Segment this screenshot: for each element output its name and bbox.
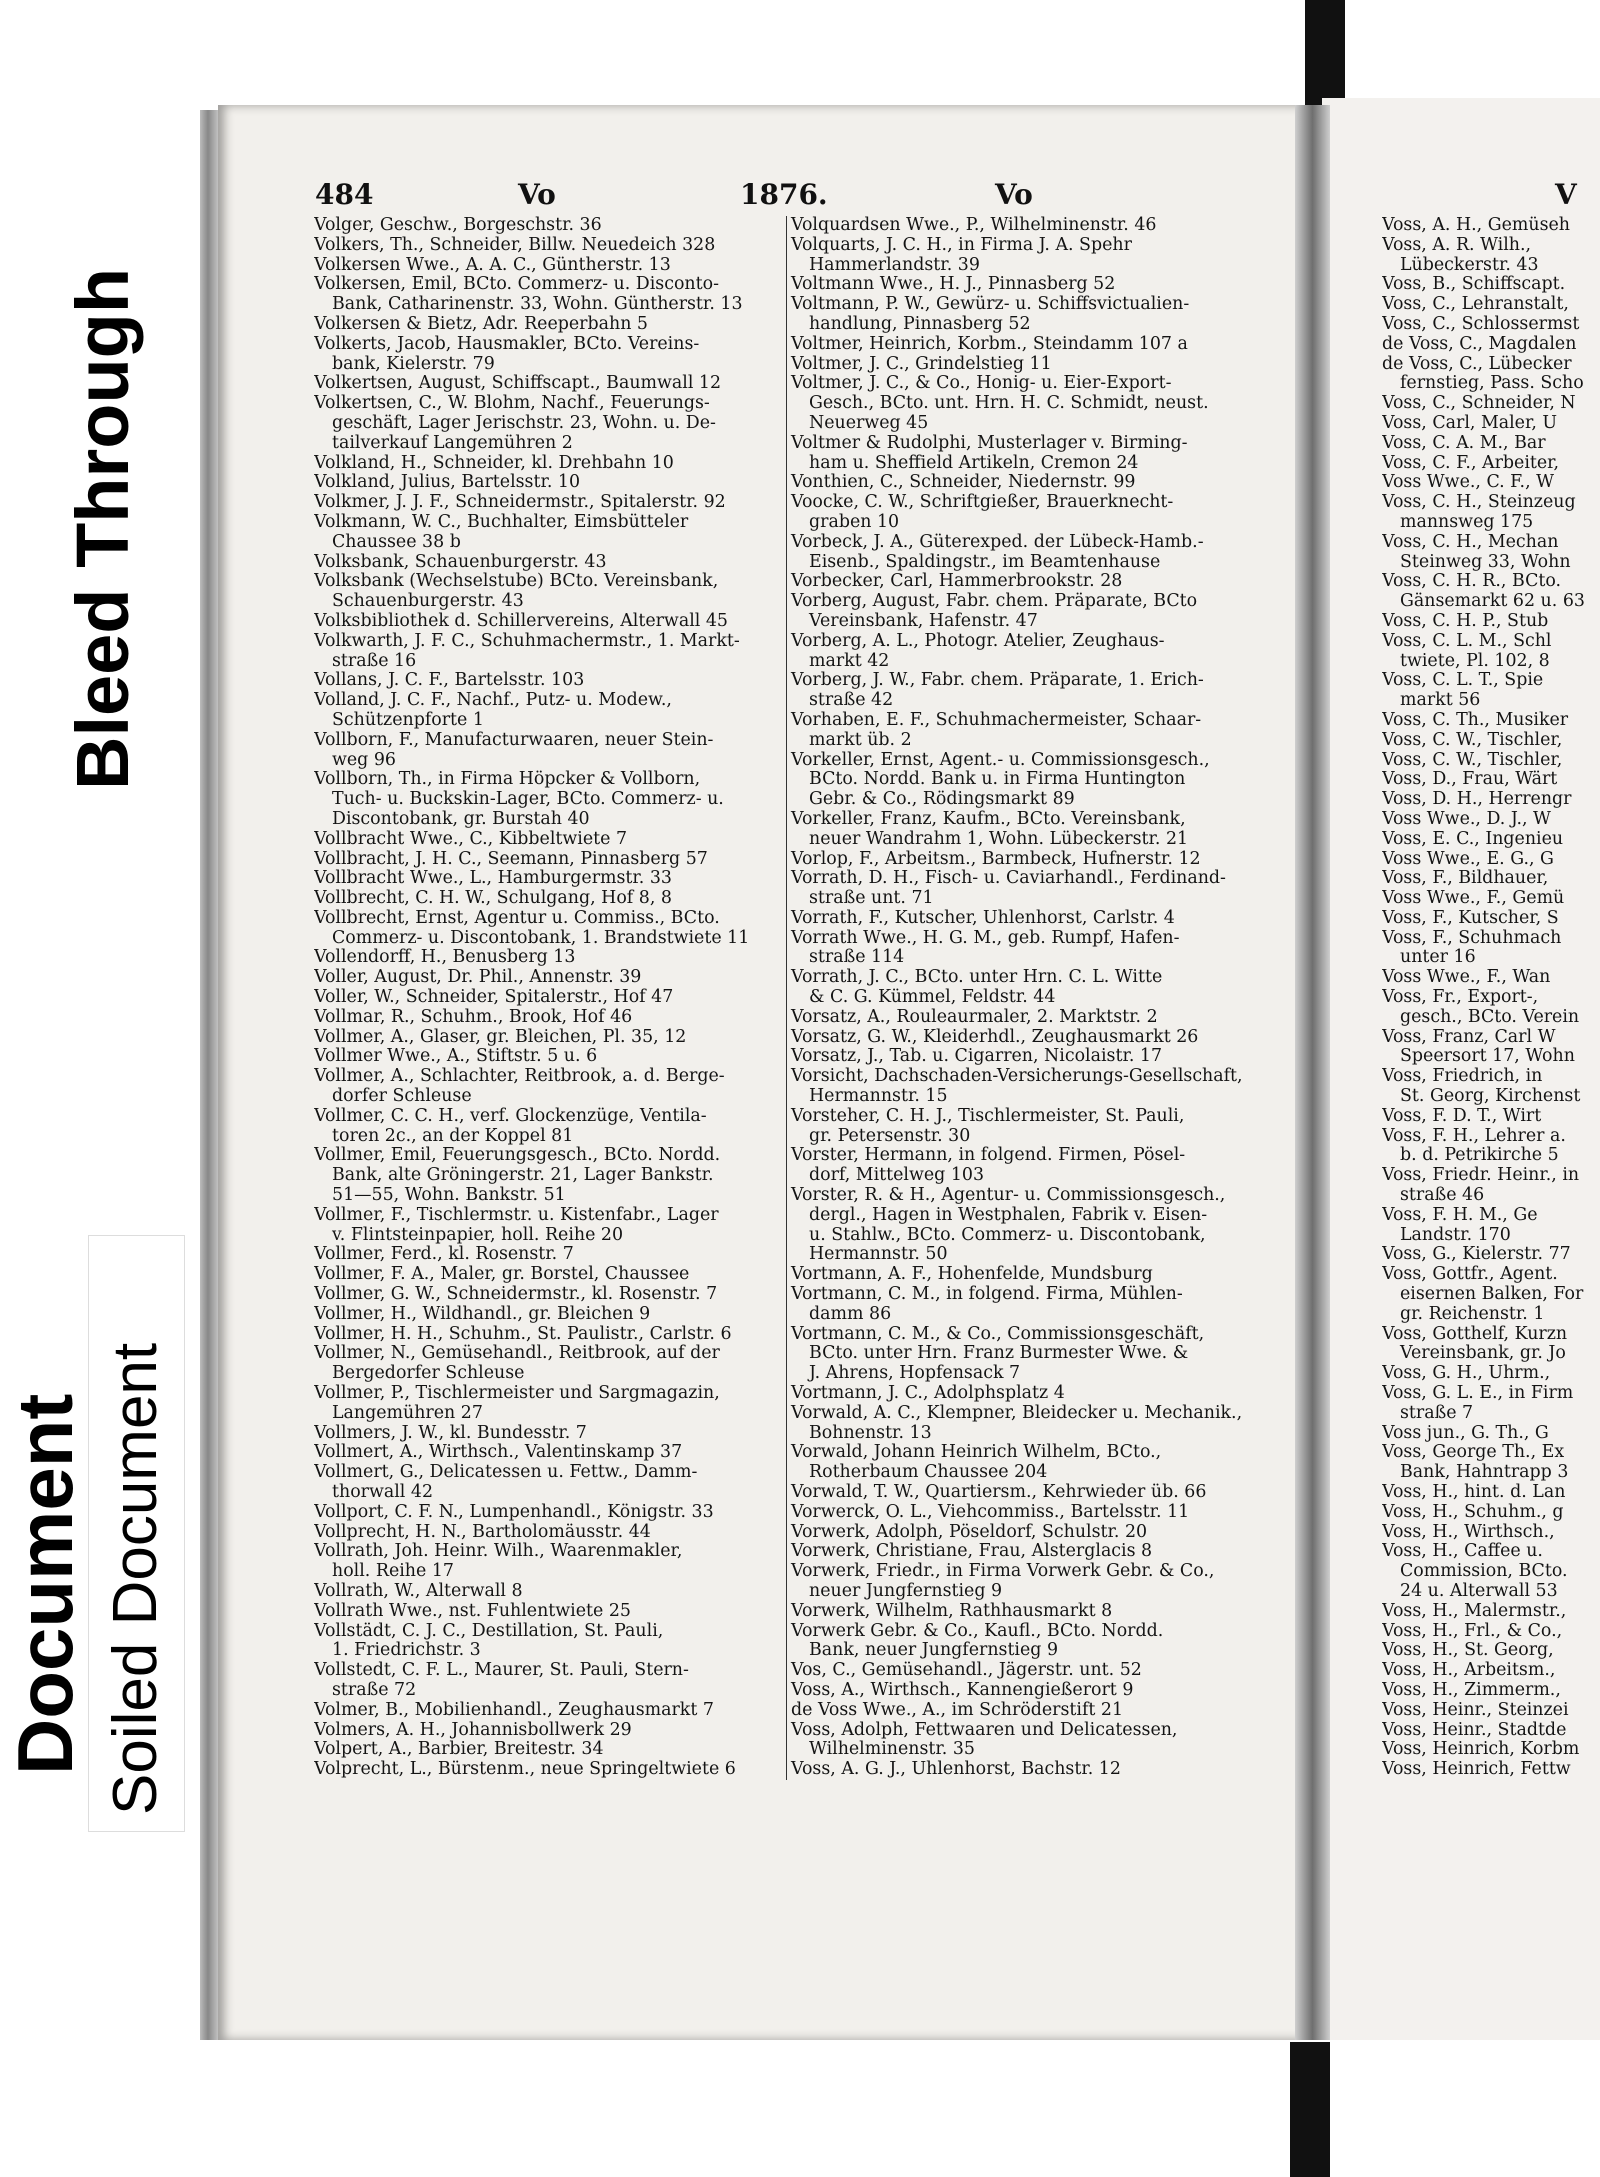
directory-entry-line: Vollbracht Wwe., C., Kibbeltwiete 7 bbox=[314, 828, 628, 849]
directory-entry-line: Voltmann Wwe., H. J., Pinnasberg 52 bbox=[791, 274, 1116, 295]
directory-entry-line: Vollport, C. F. N., Lumpenhandl., Königstr. 33 bbox=[314, 1501, 714, 1522]
directory-entry-line: Voss Wwe., D. J., W bbox=[1382, 808, 1551, 829]
directory-entry-line: markt 42 bbox=[809, 650, 890, 671]
directory-entry-line: Vollmar, R., Schuhm., Brook, Hof 46 bbox=[314, 1006, 633, 1027]
directory-entry-line: Volkertsen, C., W. Blohm, Nachf., Feuerungs- bbox=[314, 393, 710, 414]
directory-entry-line: Voss, E. C., Ingenieu bbox=[1382, 828, 1564, 849]
directory-entry-line: Volkersen, Emil, BCto. Commerz- u. Disconto- bbox=[314, 274, 719, 295]
directory-entry-line: Vorberg, A. L., Photogr. Atelier, Zeughaus- bbox=[791, 630, 1165, 651]
directory-entry-line: de Voss, C., Lübecker bbox=[1382, 353, 1572, 374]
directory-entry-line: Voss, G. L. E., in Firm bbox=[1382, 1383, 1574, 1404]
directory-entry-line: de Voss Wwe., A., im Schröderstift 21 bbox=[791, 1699, 1124, 1720]
directory-entry-line: Vorwerk, Friedr., in Firma Vorwerk Gebr. & Co., bbox=[791, 1561, 1215, 1582]
directory-entry-line: Voss, C. L. T., Spie bbox=[1382, 670, 1544, 691]
directory-entry-line: Voss Wwe., C. F., W bbox=[1382, 472, 1555, 493]
directory-entry-line: Voss, C. A. M., Bar bbox=[1382, 432, 1546, 453]
directory-entry-line: Volkersen & Bietz, Adr. Reeperbahn 5 bbox=[314, 313, 648, 334]
directory-entry-line: gesch., BCto. Verein bbox=[1400, 1006, 1580, 1027]
directory-entry-line: Gänsemarkt 62 u. 63 bbox=[1400, 591, 1585, 612]
directory-entry-line: Volkmann, W. C., Buchhalter, Eimsbütteler bbox=[314, 511, 689, 532]
directory-entry-line: Voltmer, Heinrich, Korbm., Steindamm 107 a bbox=[791, 333, 1188, 354]
directory-entry-line: Voss, A. H., Gemüseh bbox=[1382, 216, 1570, 235]
page-number: 484 bbox=[315, 178, 374, 211]
directory-entry-line: Voss, G. H., Uhrm., bbox=[1382, 1363, 1551, 1384]
directory-entry-line: 1. Friedrichstr. 3 bbox=[332, 1640, 481, 1661]
directory-entry-line: Volkland, H., Schneider, kl. Drehbahn 10 bbox=[314, 452, 674, 473]
directory-entry-line: graben 10 bbox=[809, 511, 900, 532]
directory-entry-line: Vollrath Wwe., nst. Fuhlentwiete 25 bbox=[314, 1600, 631, 1621]
directory-entry-line: dergl., Hagen in Westphalen, Fabrik v. Eisen- bbox=[809, 1204, 1208, 1225]
directory-entry-line: Voss, Friedrich, in bbox=[1382, 1066, 1543, 1087]
directory-entry-line: Eisenb., Spaldingstr., im Beamtenhause bbox=[809, 551, 1161, 572]
directory-entry-line: Vorbecker, Carl, Hammerbrookstr. 28 bbox=[791, 571, 1123, 592]
directory-entry-line: Voss, C. H., Steinzeug bbox=[1382, 492, 1576, 513]
directory-entry-line: Voss, H., Wirthsch., bbox=[1382, 1521, 1555, 1542]
directory-entry-line: Vorrath, F., Kutscher, Uhlenhorst, Carlstr. 4 bbox=[791, 907, 1175, 928]
directory-entry-line: Voss, George Th., Ex bbox=[1382, 1442, 1565, 1463]
directory-entry-line: Vonthien, C., Schneider, Niedernstr. 99 bbox=[791, 472, 1136, 493]
directory-entry-line: Voss, C., Schlossermst bbox=[1382, 313, 1580, 334]
directory-entry-line: Voss, F. H., Lehrer a. bbox=[1382, 1125, 1566, 1146]
directory-entry-line: Vollmer, H. H., Schuhm., St. Paulistr., Carlstr. 6 bbox=[314, 1323, 732, 1344]
directory-entry-line: gr. Reichenstr. 1 bbox=[1400, 1303, 1545, 1324]
directory-entry-line: Voss Wwe., E. G., G bbox=[1382, 848, 1554, 869]
directory-entry-line: Vorkeller, Ernst, Agent.- u. Commissionsgesch., bbox=[791, 749, 1210, 770]
directory-entry-line: Voss, H., Frl., & Co., bbox=[1382, 1620, 1563, 1641]
directory-entry-line: Vorrath, D. H., Fisch- u. Caviarhandl., Ferdinand- bbox=[791, 868, 1226, 889]
directory-entry-line: straße 16 bbox=[332, 650, 417, 671]
directory-entry-line: dorfer Schleuse bbox=[332, 1086, 472, 1107]
directory-entry-line: Voss, F., Schuhmach bbox=[1382, 927, 1562, 948]
directory-entry-line: markt 56 bbox=[1400, 690, 1481, 711]
directory-entry-line: Vorsatz, J., Tab. u. Cigarren, Nicolaistr. 17 bbox=[791, 1046, 1163, 1067]
directory-entry-line: Vollmer, Emil, Feuerungsgesch., BCto. Nordd. bbox=[314, 1145, 721, 1166]
directory-entry-line: Voss, C. H., Mechan bbox=[1382, 531, 1559, 552]
directory-entry-line: 24 u. Alterwall 53 bbox=[1400, 1580, 1558, 1601]
bleed-through-label: Bleed Through bbox=[61, 267, 144, 790]
directory-entry-line: Vorrath Wwe., H. G. M., geb. Rumpf, Hafen- bbox=[791, 927, 1180, 948]
directory-entry-line: Vorlop, F., Arbeitsm., Barmbeck, Hufnerstr. 12 bbox=[791, 848, 1201, 869]
directory-entry-line: Volkwarth, J. F. C., Schuhmachermstr., 1. Markt- bbox=[314, 630, 740, 651]
book-gutter bbox=[1295, 105, 1330, 2040]
binding-edge-bottom bbox=[1290, 2042, 1330, 2177]
book-page-edges bbox=[200, 110, 220, 2040]
directory-entry-line: Bank, Hahntrapp 3 bbox=[1400, 1462, 1569, 1483]
directory-entry-line: de Voss, C., Magdalen bbox=[1382, 333, 1577, 354]
directory-entry-line: Wilhelminenstr. 35 bbox=[809, 1739, 975, 1760]
directory-entry-line: dorf, Mittelweg 103 bbox=[809, 1165, 985, 1186]
directory-entry-line: Vos, C., Gemüsehandl., Jägerstr. unt. 52 bbox=[791, 1660, 1142, 1681]
directory-entry-line: Vortmann, C. M., in folgend. Firma, Mühlen- bbox=[791, 1284, 1183, 1305]
directory-entry-line: Speersort 17, Wohn bbox=[1400, 1046, 1575, 1067]
directory-entry-line: Gebr. & Co., Rödingsmarkt 89 bbox=[809, 789, 1075, 810]
directory-entry-line: Vollendorff, H., Benusberg 13 bbox=[314, 947, 576, 968]
directory-entry-line: Voss, Heinr., Stadtde bbox=[1382, 1719, 1567, 1740]
directory-entry-line: Voss, Heinrich, Fettw bbox=[1382, 1759, 1571, 1780]
directory-entry-line: Lübeckerstr. 43 bbox=[1400, 254, 1539, 275]
directory-entry-line: Vorwerck, O. L., Viehcommiss., Bartelsstr. 11 bbox=[791, 1501, 1190, 1522]
directory-entry-line: Voller, August, Dr. Phil., Annenstr. 39 bbox=[314, 967, 642, 988]
directory-entry-line: weg 96 bbox=[332, 749, 396, 770]
directory-entry-line: Vollmer, A., Glaser, gr. Bleichen, Pl. 35, 12 bbox=[314, 1026, 687, 1047]
directory-entry-line: straße 72 bbox=[332, 1679, 417, 1700]
directory-entry-line: Vollmer, N., Gemüsehandl., Reitbrook, auf der bbox=[314, 1343, 720, 1364]
directory-entry-line: straße 46 bbox=[1400, 1185, 1485, 1206]
directory-entry-line: Tuch- u. Buckskin-Lager, BCto. Commerz- u. bbox=[332, 789, 724, 810]
directory-entry-line: neuer Jungfernstieg 9 bbox=[809, 1580, 1003, 1601]
directory-entry-line: Vortmann, J. C., Adolphsplatz 4 bbox=[791, 1383, 1065, 1404]
directory-entry-line: Voss Wwe., F., Wan bbox=[1382, 967, 1551, 988]
directory-entry-line: Vorwerk, Wilhelm, Rathhausmarkt 8 bbox=[791, 1600, 1113, 1621]
directory-entry-line: Vollmer Wwe., A., Stiftstr. 5 u. 6 bbox=[314, 1046, 598, 1067]
directory-entry-line: holl. Reihe 17 bbox=[332, 1561, 454, 1582]
header-year: 1876. bbox=[740, 178, 828, 211]
directory-entry-line: fernstieg, Pass. Scho bbox=[1400, 373, 1584, 394]
directory-entry-line: Volmers, A. H., Johannisbollwerk 29 bbox=[314, 1719, 632, 1740]
directory-entry-line: Voss, Heinr., Steinzei bbox=[1382, 1699, 1569, 1720]
directory-entry-line: Vorwerk, Christiane, Frau, Alsterglacis 8 bbox=[791, 1541, 1153, 1562]
directory-entry-line: Vorwald, A. C., Klempner, Bleidecker u. Mechanik., bbox=[791, 1402, 1243, 1423]
directory-entry-line: Vortmann, A. F., Hohenfelde, Mundsburg bbox=[791, 1264, 1153, 1285]
directory-entry-line: Volpert, A., Barbier, Breitestr. 34 bbox=[314, 1739, 604, 1760]
directory-entry-line: Voss, H., Schuhm., g bbox=[1382, 1501, 1564, 1522]
directory-entry-line: Voss, C. F., Arbeiter, bbox=[1382, 452, 1560, 473]
directory-entry-line: Voss, F., Kutscher, S bbox=[1382, 907, 1559, 928]
directory-entry-line: Vereinsbank, gr. Jo bbox=[1400, 1343, 1566, 1364]
directory-entry-line: Voller, W., Schneider, Spitalerstr., Hof 47 bbox=[314, 987, 674, 1008]
directory-entry-line: Voss, Franz, Carl W bbox=[1382, 1026, 1556, 1047]
directory-entry-line: unter 16 bbox=[1400, 947, 1476, 968]
directory-entry-line: Vorsatz, G. W., Kleiderhdl., Zeughausmarkt 26 bbox=[791, 1026, 1199, 1047]
directory-entry-line: Voltmer & Rudolphi, Musterlager v. Birming- bbox=[791, 432, 1188, 453]
directory-entry-line: Voltmann, P. W., Gewürz- u. Schiffsvictualien- bbox=[791, 294, 1190, 315]
directory-entry-line: Vollbrecht, Ernst, Agentur u. Commiss., BCto. bbox=[314, 907, 720, 928]
directory-entry-line: Hermannstr. 50 bbox=[809, 1244, 948, 1265]
document-label: Document bbox=[1, 1393, 89, 1775]
directory-entry-line: Vollrath, W., Alterwall 8 bbox=[314, 1580, 523, 1601]
directory-entry-line: Vollmer, P., Tischlermeister und Sargmagazin, bbox=[314, 1383, 720, 1404]
directory-entry-line: Voss, H., Arbeitsm., bbox=[1382, 1660, 1556, 1681]
directory-entry-line: Langemühren 27 bbox=[332, 1402, 483, 1423]
directory-entry-line: Voss, F. H. M., Ge bbox=[1382, 1204, 1538, 1225]
directory-entry-line: Vollbrecht, C. H. W., Schulgang, Hof 8, 8 bbox=[314, 888, 672, 909]
directory-entry-line: Vollborn, F., Manufacturwaaren, neuer Stein- bbox=[314, 729, 714, 750]
directory-entry-line: Vollstedt, C. F. L., Maurer, St. Pauli, Stern- bbox=[314, 1660, 689, 1681]
directory-entry-line: b. d. Petrikirche 5 bbox=[1400, 1145, 1559, 1166]
directory-entry-line: Vorwald, T. W., Quartiersm., Kehrwieder üb. 66 bbox=[791, 1482, 1207, 1502]
directory-entry-line: Voss, A., Wirthsch., Kannengießerort 9 bbox=[791, 1679, 1134, 1700]
directory-entry-line: Voss, Heinrich, Korbm bbox=[1382, 1739, 1580, 1760]
directory-entry-line: Voss, H., Zimmerm., bbox=[1382, 1679, 1561, 1700]
directory-entry-line: Vollbracht Wwe., L., Hamburgermstr. 33 bbox=[314, 868, 672, 889]
directory-entry-line: Rotherbaum Chaussee 204 bbox=[809, 1462, 1048, 1483]
directory-entry-line: Vollmer, H., Wildhandl., gr. Bleichen 9 bbox=[314, 1303, 651, 1324]
directory-entry-line: Voss, C. W., Tischler, bbox=[1382, 729, 1563, 750]
directory-entry-line: mannsweg 175 bbox=[1400, 511, 1534, 532]
directory-entry-line: Bank, neuer Jungfernstieg 9 bbox=[809, 1640, 1059, 1661]
directory-entry-line: Vorbeck, J. A., Güterexped. der Lübeck-Hamb.- bbox=[791, 531, 1204, 552]
directory-entry-line: Vorsatz, A., Rouleaurmaler, 2. Marktstr. 2 bbox=[791, 1006, 1158, 1027]
directory-entry-line: neuer Wandrahm 1, Wohn. Lübeckerstr. 21 bbox=[809, 828, 1189, 849]
directory-entry-line: Volland, J. C. F., Nachf., Putz- u. Modew., bbox=[314, 690, 672, 711]
directory-entry-line: Commerz- u. Discontobank, 1. Brandstwiete 11 bbox=[332, 927, 750, 948]
directory-entry-line: Voss, D., Frau, Wärt bbox=[1382, 769, 1558, 790]
directory-entry-line: Voss, H., Caffee u. bbox=[1382, 1541, 1543, 1562]
directory-entry-line: Voss, C. W., Tischler, bbox=[1382, 749, 1563, 770]
directory-entry-line: Voss, A. R. Wilh., bbox=[1382, 234, 1532, 255]
directory-entry-line: Vorwald, Johann Heinrich Wilhelm, BCto., bbox=[791, 1442, 1162, 1463]
directory-entry-line: Voss, C. Th., Musiker bbox=[1382, 709, 1569, 730]
directory-entry-line: Hermannstr. 15 bbox=[809, 1086, 948, 1107]
directory-entry-line: Voss, Friedr. Heinr., in bbox=[1382, 1165, 1580, 1186]
page-header bbox=[310, 178, 1295, 214]
directory-entry-line: St. Georg, Kirchenst bbox=[1400, 1086, 1581, 1107]
directory-entry-line: Gesch., BCto. unt. Hrn. H. C. Schmidt, neust. bbox=[809, 393, 1209, 414]
directory-entry-line: Voss, C., Schneider, N bbox=[1382, 393, 1576, 414]
directory-entry-line: Voss jun., G. Th., G bbox=[1382, 1422, 1549, 1443]
directory-entry-line: Voltmer, J. C., & Co., Honig- u. Eier-Export- bbox=[791, 373, 1172, 394]
directory-entry-line: Neuerweg 45 bbox=[809, 412, 929, 433]
directory-entry-line: handlung, Pinnasberg 52 bbox=[809, 313, 1031, 334]
directory-entry-line: Voss, H., Malermstr., bbox=[1382, 1600, 1567, 1621]
directory-entry-line: 51—55, Wohn. Bankstr. 51 bbox=[332, 1185, 566, 1206]
directory-entry-line: Volkers, Th., Schneider, Billw. Neuedeich 328 bbox=[314, 234, 716, 255]
directory-entry-line: Voocke, C. W., Schriftgießer, Brauerknecht- bbox=[791, 492, 1174, 513]
directory-entry-line: bank, Kielerstr. 79 bbox=[332, 353, 495, 374]
directory-entry-line: Volquarts, J. C. H., in Firma J. A. Spehr bbox=[791, 234, 1132, 255]
directory-entry-line: Bohnenstr. 13 bbox=[809, 1422, 932, 1443]
directory-entry-line: Schützenpforte 1 bbox=[332, 709, 484, 730]
directory-entry-line: Bank, alte Gröningerstr. 21, Lager Bankstr. bbox=[332, 1165, 714, 1186]
directory-entry-line: Voss, Carl, Maler, U bbox=[1382, 412, 1558, 433]
directory-entry-line: twiete, Pl. 102, 8 bbox=[1400, 650, 1550, 671]
directory-entry-line: Voss, Gotthelf, Kurzn bbox=[1382, 1323, 1568, 1344]
directory-entry-line: Vorwerk, Adolph, Pöseldorf, Schulstr. 20 bbox=[791, 1521, 1148, 1542]
directory-entry-line: damm 86 bbox=[809, 1303, 892, 1324]
directory-entry-line: Voss, G., Kielerstr. 77 bbox=[1382, 1244, 1571, 1265]
directory-entry-line: Vorkeller, Franz, Kaufm., BCto. Vereinsbank, bbox=[791, 808, 1186, 829]
directory-entry-line: Volksbank, Schauenburgerstr. 43 bbox=[314, 551, 607, 572]
directory-entry-line: Vollmert, G., Delicatessen u. Fettw., Damm- bbox=[314, 1462, 698, 1483]
directory-entry-line: Discontobank, gr. Burstah 40 bbox=[332, 808, 590, 829]
directory-entry-line: Commission, BCto. bbox=[1400, 1561, 1568, 1582]
directory-entry-line: Bergedorfer Schleuse bbox=[332, 1363, 525, 1384]
directory-entry-line: Vollmert, A., Wirthsch., Valentinskamp 37 bbox=[314, 1442, 683, 1463]
bottom-margin bbox=[0, 2040, 1600, 2177]
directory-entry-line: gr. Petersenstr. 30 bbox=[809, 1125, 971, 1146]
directory-entry-line: Vortmann, C. M., & Co., Commissionsgeschäft, bbox=[791, 1323, 1205, 1344]
directory-entry-line: Voss, F., Bildhauer, bbox=[1382, 868, 1549, 889]
directory-entry-line: Volkertsen, August, Schiffscapt., Baumwall 12 bbox=[314, 373, 722, 394]
directory-entry-line: Volquardsen Wwe., P., Wilhelminenstr. 46 bbox=[791, 216, 1157, 235]
directory-entry-line: Vorsteher, C. H. J., Tischlermeister, St. Pauli, bbox=[791, 1105, 1185, 1126]
directory-entry-line: Vollmer, G. W., Schneidermstr., kl. Rosenstr. 7 bbox=[314, 1284, 718, 1305]
directory-entry-line: Voss, C. H. P., Stub bbox=[1382, 610, 1549, 631]
directory-entry-line: Hammerlandstr. 39 bbox=[809, 254, 980, 275]
directory-entry-line: straße 7 bbox=[1400, 1402, 1474, 1423]
directory-entry-line: Vollmer, F., Tischlermstr. u. Kistenfabr., Lager bbox=[314, 1204, 719, 1225]
directory-entry-line: Volmer, B., Mobilienhandl., Zeughausmarkt 7 bbox=[314, 1699, 714, 1720]
header-right-letters: Vo bbox=[995, 178, 1033, 211]
directory-entry-line: Volger, Geschw., Borgeschstr. 36 bbox=[314, 216, 602, 235]
directory-entry-line: tailverkauf Langemühren 2 bbox=[332, 432, 573, 453]
directory-entry-line: Voss, C. H. R., BCto. bbox=[1382, 571, 1562, 592]
directory-entry-line: Volksbank (Wechselstube) BCto. Vereinsbank, bbox=[314, 571, 719, 592]
directory-entry-line: u. Stahlw., BCto. Commerz- u. Discontobank, bbox=[809, 1224, 1206, 1245]
directory-entry-line: Vollmer, A., Schlachter, Reitbrook, a. d. Berge- bbox=[314, 1066, 725, 1087]
directory-entry-line: Voltmer, J. C., Grindelstieg 11 bbox=[791, 353, 1052, 374]
directory-entry-line: Landstr. 170 bbox=[1400, 1224, 1511, 1245]
directory-entry-line: Voss, H., St. Georg, bbox=[1382, 1640, 1554, 1661]
directory-entry-line: Voss, Fr., Export-, bbox=[1382, 987, 1539, 1008]
directory-entry-line: Vollbracht, J. H. C., Seemann, Pinnasberg 57 bbox=[314, 848, 708, 869]
directory-entry-line: Vollmer, Ferd., kl. Rosenstr. 7 bbox=[314, 1244, 574, 1265]
directory-entry-line: ham u. Sheffield Artikeln, Cremon 24 bbox=[809, 452, 1139, 473]
directory-entry-line: eisernen Balken, For bbox=[1400, 1284, 1584, 1305]
directory-entry-line: Vorberg, August, Fabr. chem. Präparate, BCto bbox=[791, 591, 1198, 612]
directory-entry-line: Volkmer, J. J. F., Schneidermstr., Spitalerstr. 92 bbox=[314, 492, 726, 513]
directory-entry-line: Schauenburgerstr. 43 bbox=[332, 591, 524, 612]
directory-entry-line: Voss, F. D. T., Wirt bbox=[1382, 1105, 1542, 1126]
soiled-document-label: Soiled Document bbox=[101, 1342, 170, 1815]
directory-entry-line: Bank, Catharinenstr. 33, Wohn. Güntherstr. 13 bbox=[332, 294, 743, 315]
directory-entry-line: Voss, A. G. J., Uhlenhorst, Bachstr. 12 bbox=[791, 1759, 1121, 1780]
directory-entry-line: Vollmers, J. W., kl. Bundesstr. 7 bbox=[314, 1422, 587, 1443]
directory-entry-line: straße 42 bbox=[809, 690, 894, 711]
directory-entry-line: straße unt. 71 bbox=[809, 888, 934, 909]
directory-entry-line: J. Ahrens, Hopfensack 7 bbox=[809, 1363, 1021, 1384]
directory-entry-line: Volkersen Wwe., A. A. C., Güntherstr. 13 bbox=[314, 254, 671, 275]
directory-entry-line: Vollprecht, H. N., Bartholomäusstr. 44 bbox=[314, 1521, 651, 1542]
directory-column-right bbox=[1382, 216, 1600, 1780]
directory-entry-line: Vorster, Hermann, in folgend. Firmen, Pösel- bbox=[791, 1145, 1186, 1166]
directory-entry-line: Vollmer, C. C. H., verf. Glockenzüge, Ventila- bbox=[314, 1105, 707, 1126]
directory-entry-line: Volprecht, L., Bürstenm., neue Springeltwiete 6 bbox=[314, 1759, 736, 1780]
directory-entry-line: Vorrath, J. C., BCto. unter Hrn. C. L. Witte bbox=[791, 967, 1163, 988]
directory-entry-line: Voss, C., Lehranstalt, bbox=[1382, 294, 1569, 315]
header-left-letters: Vo bbox=[518, 178, 556, 211]
right-page-header-letter: V bbox=[1555, 178, 1577, 211]
directory-entry-line: Vorhaben, E. F., Schuhmachermeister, Schaar- bbox=[791, 709, 1202, 730]
directory-entry-line: Voss, B., Schiffscapt. bbox=[1382, 274, 1566, 295]
directory-entry-line: BCto. unter Hrn. Franz Burmester Wwe. & bbox=[809, 1343, 1189, 1364]
directory-entry-line: markt üb. 2 bbox=[809, 729, 912, 750]
directory-entry-line: Voss, Adolph, Fettwaaren und Delicatessen, bbox=[791, 1719, 1178, 1740]
directory-entry-line: Vorberg, J. W., Fabr. chem. Präparate, 1. Erich- bbox=[791, 670, 1204, 691]
directory-entry-line: BCto. Nordd. Bank u. in Firma Huntington bbox=[809, 769, 1186, 790]
directory-entry-line: Vollmer, F. A., Maler, gr. Borstel, Chaussee bbox=[314, 1264, 690, 1285]
directory-entry-line: Vorster, R. & H., Agentur- u. Commissionsgesch., bbox=[791, 1185, 1226, 1206]
directory-entry-line: & C. G. Kümmel, Feldstr. 44 bbox=[809, 987, 1056, 1008]
directory-entry-line: Vorwerk Gebr. & Co., Kaufl., BCto. Nordd. bbox=[791, 1620, 1164, 1641]
directory-entry-line: Vollstädt, C. J. C., Destillation, St. Pauli, bbox=[314, 1620, 664, 1641]
directory-entry-line: toren 2c., an der Koppel 81 bbox=[332, 1125, 574, 1146]
directory-entry-line: Vollborn, Th., in Firma Höpcker & Vollborn, bbox=[314, 769, 701, 790]
directory-entry-line: Voss, H., hint. d. Lan bbox=[1382, 1482, 1566, 1502]
directory-entry-line: v. Flintsteinpapier, holl. Reihe 20 bbox=[332, 1224, 624, 1245]
directory-entry-line: Volkland, Julius, Bartelsstr. 10 bbox=[314, 472, 581, 493]
directory-entry-line: Volkerts, Jacob, Hausmakler, BCto. Vereins- bbox=[314, 333, 700, 354]
directory-entry-line: Vorsicht, Dachschaden-Versicherungs-Gesellschaft, bbox=[791, 1066, 1243, 1087]
directory-entry-line: Vollrath, Joh. Heinr. Wilh., Waarenmakler, bbox=[314, 1541, 683, 1562]
directory-column-left bbox=[314, 216, 782, 1780]
directory-entry-line: Voss Wwe., F., Gemü bbox=[1382, 888, 1565, 909]
directory-entry-line: Voss, C. L. M., Schl bbox=[1382, 630, 1552, 651]
directory-column-middle bbox=[786, 216, 1296, 1780]
directory-entry-line: straße 114 bbox=[809, 947, 905, 968]
directory-entry-line: Chaussee 38 b bbox=[332, 531, 461, 552]
directory-entry-line: Voss, D. H., Herrengr bbox=[1382, 789, 1572, 810]
directory-entry-line: Vereinsbank, Hafenstr. 47 bbox=[809, 610, 1038, 631]
directory-entry-line: thorwall 42 bbox=[332, 1482, 434, 1502]
directory-entry-line: Vollans, J. C. F., Bartelsstr. 103 bbox=[314, 670, 585, 691]
directory-entry-line: geschäft, Lager Jerischstr. 23, Wohn. u. De- bbox=[332, 412, 716, 433]
directory-entry-line: Voss, Gottfr., Agent. bbox=[1382, 1264, 1558, 1285]
directory-entry-line: Steinweg 33, Wohn bbox=[1400, 551, 1571, 572]
directory-entry-line: Volksbibliothek d. Schillervereins, Alterwall 45 bbox=[314, 610, 728, 631]
